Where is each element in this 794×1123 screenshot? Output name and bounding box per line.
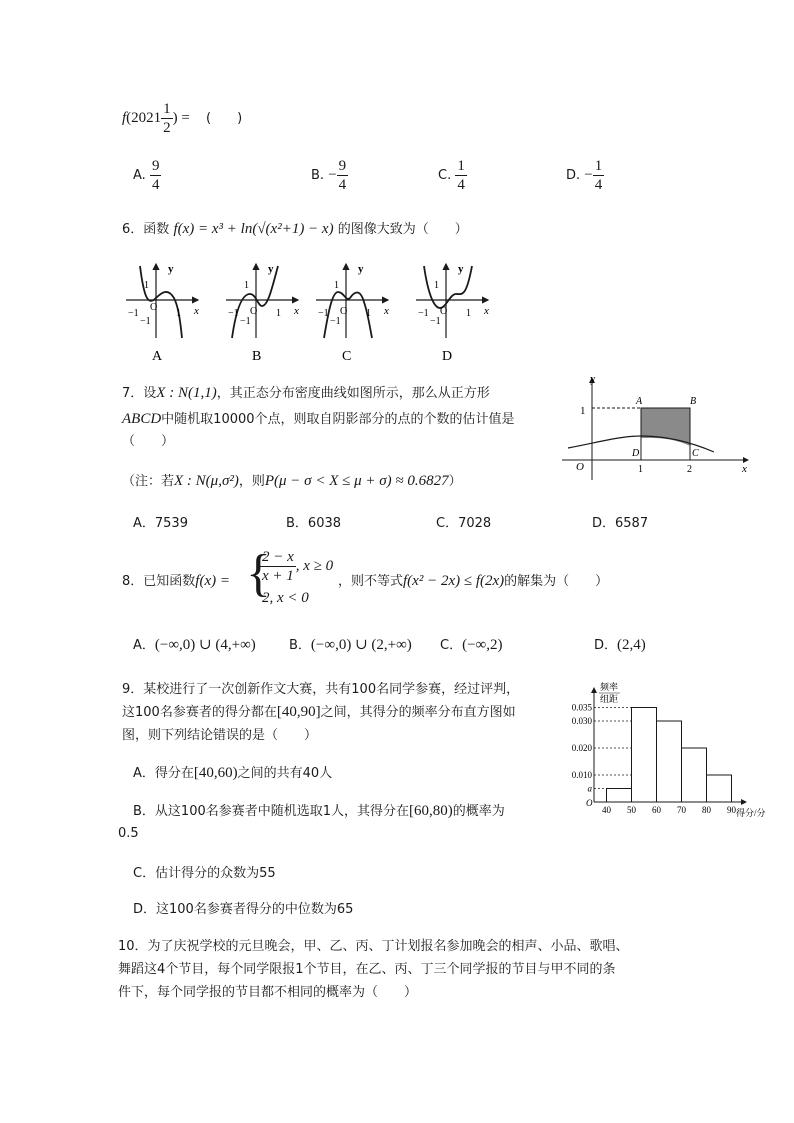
histogram-bar-50-60 [632,708,657,803]
svg-text:C: C [692,448,699,459]
histogram-x-tick: 50 [627,805,636,815]
q9-histogram [571,680,776,820]
svg-text:y: y [358,263,364,275]
q7-distribution: X : N(1,1) [156,385,217,401]
q9-option-b[interactable]: B．从这100名参赛者中随机选取1人，其得分在[60,80)的概率为 [133,803,505,819]
histogram-xlabel: 得分/分 [736,808,766,818]
svg-text:B: B [690,396,697,407]
q6-formula: f(x) = x³ + ln(√(x²+1) − x) [173,221,334,237]
histogram-bar-60-70 [657,721,682,802]
q7-line3: （ ） [122,434,175,449]
q6-graph-d-label: D [442,349,453,364]
svg-text:O: O [440,306,448,317]
histogram-y-tick: a [587,783,592,794]
svg-text:O: O [150,302,158,313]
svg-text:1: 1 [366,308,371,319]
q6-graph-c-label: C [342,349,352,364]
q6-graph-a[interactable] [126,263,199,364]
svg-text:x: x [294,305,299,317]
q7-option-a[interactable]: A．7539 [133,516,188,531]
q10-line1: 10．为了庆祝学校的元旦晚会，甲、乙、丙、丁计划报名参加晚会的相声、小品、歌唱、 [118,939,629,954]
histogram-bar-80-90 [707,775,732,802]
q6-graph-b-label: B [252,349,262,364]
svg-text:x: x [384,305,389,317]
q9-option-a[interactable]: A．得分在[40,60)之间的共有40人 [133,765,333,781]
svg-text:1: 1 [244,280,249,291]
svg-text:y: y [168,263,174,275]
svg-text:1: 1 [580,405,586,417]
q5-expression: f(2021 $\frac{1}{2}$ ) = ( ) [122,101,243,136]
svg-text:O: O [250,306,258,317]
svg-text:−1: −1 [418,308,429,319]
svg-text:−1: −1 [430,316,441,327]
histogram-x-tick: 90 [727,805,736,815]
q8-case2: 2, x < 0 [262,590,309,606]
histogram-x-tick: 40 [602,805,611,815]
svg-text:y: y [458,263,464,275]
svg-text:−1: −1 [318,308,329,319]
q6-graph-d[interactable] [416,263,489,364]
histogram-y-tick: 0.030 [571,716,592,726]
histogram-y-tick: 0.010 [571,770,592,780]
q9-line3: 图，则下列结论错误的是（ ） [122,728,318,743]
svg-text:y: y [590,373,596,385]
svg-text:O: O [340,306,348,317]
svg-text:1: 1 [638,464,643,475]
svg-text:1: 1 [176,308,181,319]
q9-option-b-cont: 0.5 [118,826,139,841]
svg-text:x: x [742,463,747,475]
q7-option-d[interactable]: D．6587 [592,516,649,531]
histogram-y-tick: 0.020 [571,743,592,753]
q6-graph-b[interactable] [226,263,299,364]
q7-line1: 7．设X : N(1,1)，其正态分布密度曲线如图所示，那么从正方形 [122,385,490,401]
q5-option-b[interactable]: B. − $\frac{9}{4}$ [311,158,347,193]
q9-line1: 9．某校进行了一次创新作文大赛，共有100名同学参赛，经过评判， [122,682,520,697]
svg-text:x: x [484,305,489,317]
histogram-ylabel-bottom: 组距 [600,694,619,704]
q7-note-formula: P(μ − σ < X ≤ μ + σ) ≈ 0.6827 [264,473,449,489]
q8-option-b[interactable]: B．(−∞,0) ∪ (2,+∞) [289,637,412,653]
q5-option-c[interactable]: C. $\frac{1}{4}$ [438,158,465,193]
q9-option-d[interactable]: D．这100名参赛者得分的中位数为65 [133,902,354,917]
q5-fraction: $\frac{1}{2}$ [163,101,171,136]
histogram-bar-40-50 [607,789,632,803]
q7-shaded-region [641,408,690,446]
svg-text:D: D [632,448,640,459]
q7-option-c[interactable]: C．7028 [436,516,492,531]
q6-graph-c[interactable] [316,263,389,364]
q8-case1: $\frac{2 - x}{x + 1}$ , x ≥ 0 [262,549,334,584]
svg-text:1: 1 [144,280,149,291]
histogram-x-tick: 70 [677,805,686,815]
svg-text:−1: −1 [128,308,139,319]
q9-option-c[interactable]: C．估计得分的众数为55 [133,866,276,881]
svg-text:O: O [576,461,584,473]
svg-text:A: A [636,396,643,407]
svg-text:1: 1 [276,308,281,319]
svg-text:−1: −1 [240,316,251,327]
q5-option-d[interactable]: D. − $\frac{1}{4}$ [566,158,603,193]
histogram-origin: O [586,798,593,808]
histogram-y-ticks [572,703,593,794]
q8-inequality: f(x² − 2x) ≤ f(2x) [403,573,505,589]
q9-line2: 这100名参赛者的得分都在[40,90]之间，其得分的频率分布直方图如 [122,704,516,720]
svg-text:1: 1 [334,280,339,291]
q7-line2: ABCD中随机取10000个点，则取自阴影部分的点的个数的估计值是 [122,411,515,427]
q6-graphs [120,258,500,366]
q7-normal-figure [560,374,756,482]
svg-text:−1: −1 [140,316,151,327]
histogram-y-tick: 0.035 [571,702,592,713]
q5-option-a[interactable]: A. $\frac{9}{4}$ [133,158,160,193]
q8-option-a[interactable]: A．(−∞,0) ∪ (4,+∞) [133,637,256,653]
histogram-x-tick: 80 [702,805,711,815]
q5-answer-paren: ( ) [206,111,243,126]
svg-text:y: y [268,263,274,275]
q6-stem: 6．函数 f(x) = x³ + ln(√(x²+1) − x) 的图像大致为（ ） [122,221,468,237]
svg-text:−1: −1 [330,316,341,327]
histogram-x-tick: 60 [652,805,661,815]
q7-option-b[interactable]: B．6038 [286,516,342,531]
svg-text:2: 2 [687,464,692,475]
q8-option-c[interactable]: C．(−∞,2) [440,637,503,653]
svg-text:1: 1 [466,308,471,319]
histogram-bar-70-80 [682,748,707,802]
q10-line2: 舞蹈这4个节目，每个同学限报1个节目，在乙、丙、丁三个同学报的节目与甲不同的条 [118,962,616,977]
svg-text:x: x [194,305,199,317]
q6-graph-a-label: A [152,349,163,364]
svg-text:1: 1 [434,280,439,291]
svg-text:−1: −1 [228,308,239,319]
histogram-ylabel-top: 频率 [600,682,619,692]
q8-option-d[interactable]: D．(2,4) [594,637,646,653]
histogram-x-ticks [602,805,737,815]
histogram-bars [607,708,732,803]
q7-note: （注：若X : N(μ,σ²)，则P(μ − σ < X ≤ μ + σ) ≈ 0.6827） [122,473,462,489]
q10-line3: 件下，每个同学报的节目都不相同的概率为（ ） [118,985,418,1000]
